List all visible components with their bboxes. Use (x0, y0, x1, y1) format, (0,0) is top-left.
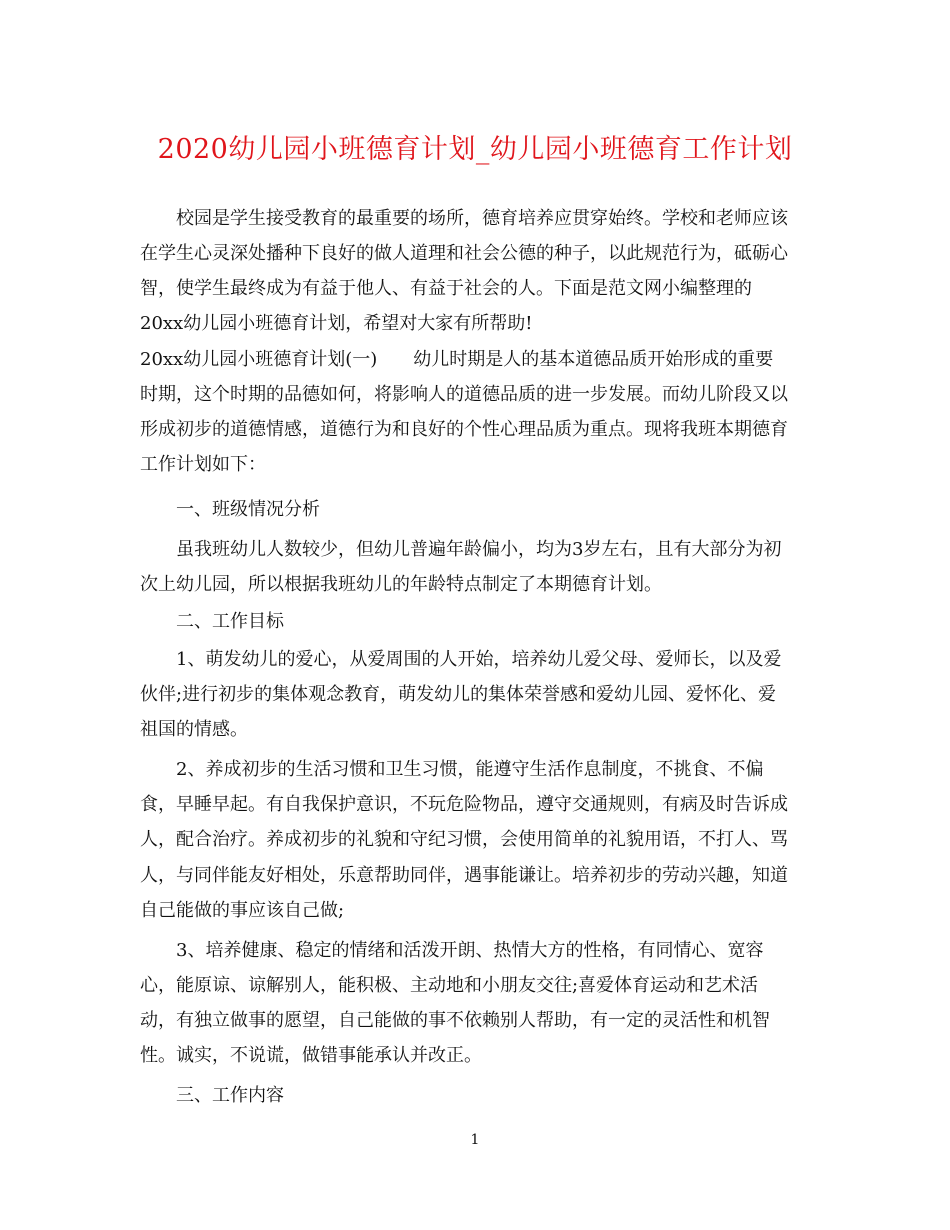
section-heading: 三、工作内容 (176, 1085, 284, 1106)
body-line: 2、养成初步的生活习惯和卫生习惯，能遵守生活作息制度，不挑食、不偏 (176, 759, 764, 780)
body-line: 1、萌发幼儿的爱心，从爱周围的人开始，培养幼儿爱父母、爱师长，以及爱 (176, 649, 782, 670)
body-line: 次上幼儿园，所以根据我班幼儿的年龄特点制定了本期德育计划。 (140, 574, 662, 595)
body-line: 虽我班幼儿人数较少，但幼儿普遍年龄偏小，均为3岁左右，且有大部分为初 (176, 539, 782, 560)
body-line: 校园是学生接受教育的最重要的场所，德育培养应贯穿始终。学校和老师应该 (176, 208, 788, 229)
body-line: 食，早睡早起。有自我保护意识，不玩危险物品，遵守交通规则，有病及时告诉成 (140, 794, 788, 815)
body-line: 心，能原谅、谅解别人，能积极、主动地和小朋友交往;喜爱体育运动和艺术活 (140, 975, 759, 996)
body-line: 形成初步的道德情感，道德行为和良好的个性心理品质为重点。现将我班本期德育 (140, 419, 788, 440)
body-line: 祖国的情感。 (140, 719, 248, 740)
section-heading: 一、班级情况分析 (176, 499, 320, 520)
body-line: 在学生心灵深处播种下良好的做人道理和社会公德的种子，以此规范行为，砥砺心 (140, 243, 788, 264)
body-line: 工作计划如下： (140, 454, 266, 475)
body-line: 智，使学生最终成为有益于他人、有益于社会的人。下面是范文网小编整理的 (140, 278, 752, 299)
page-number: 1 (470, 1132, 480, 1148)
body-line: 人，与同伴能友好相处，乐意帮助同伴，遇事能谦让。培养初步的劳动兴趣，知道 (140, 865, 788, 886)
body-line: 时期，这个时期的品德如何，将影响人的道德品质的进一步发展。而幼儿阶段又以 (140, 384, 788, 405)
body-line: 20xx幼儿园小班德育计划(一) 幼儿时期是人的基本道德品质开始形成的重要 (140, 349, 774, 370)
body-line: 20xx幼儿园小班德育计划，希望对大家有所帮助! (140, 313, 533, 334)
body-line: 动，有独立做事的愿望，自己能做的事不依赖别人帮助，有一定的灵活性和机智 (140, 1010, 770, 1031)
body-line: 自己能做的事应该自己做; (140, 900, 345, 921)
body-line: 伙伴;进行初步的集体观念教育，萌发幼儿的集体荣誉感和爱幼儿园、爱怀化、爱 (140, 684, 777, 705)
body-line: 性。诚实，不说谎，做错事能承认并改正。 (140, 1045, 482, 1066)
document-title: 2020幼儿园小班德育计划_幼儿园小班德育工作计划 (157, 134, 793, 165)
section-heading: 二、工作目标 (176, 611, 284, 632)
body-line: 人，配合治疗。养成初步的礼貌和守纪习惯，会使用简单的礼貌用语，不打人、骂 (140, 829, 788, 850)
body-line: 3、培养健康、稳定的情绪和活泼开朗、热情大方的性格，有同情心、宽容 (176, 940, 764, 961)
